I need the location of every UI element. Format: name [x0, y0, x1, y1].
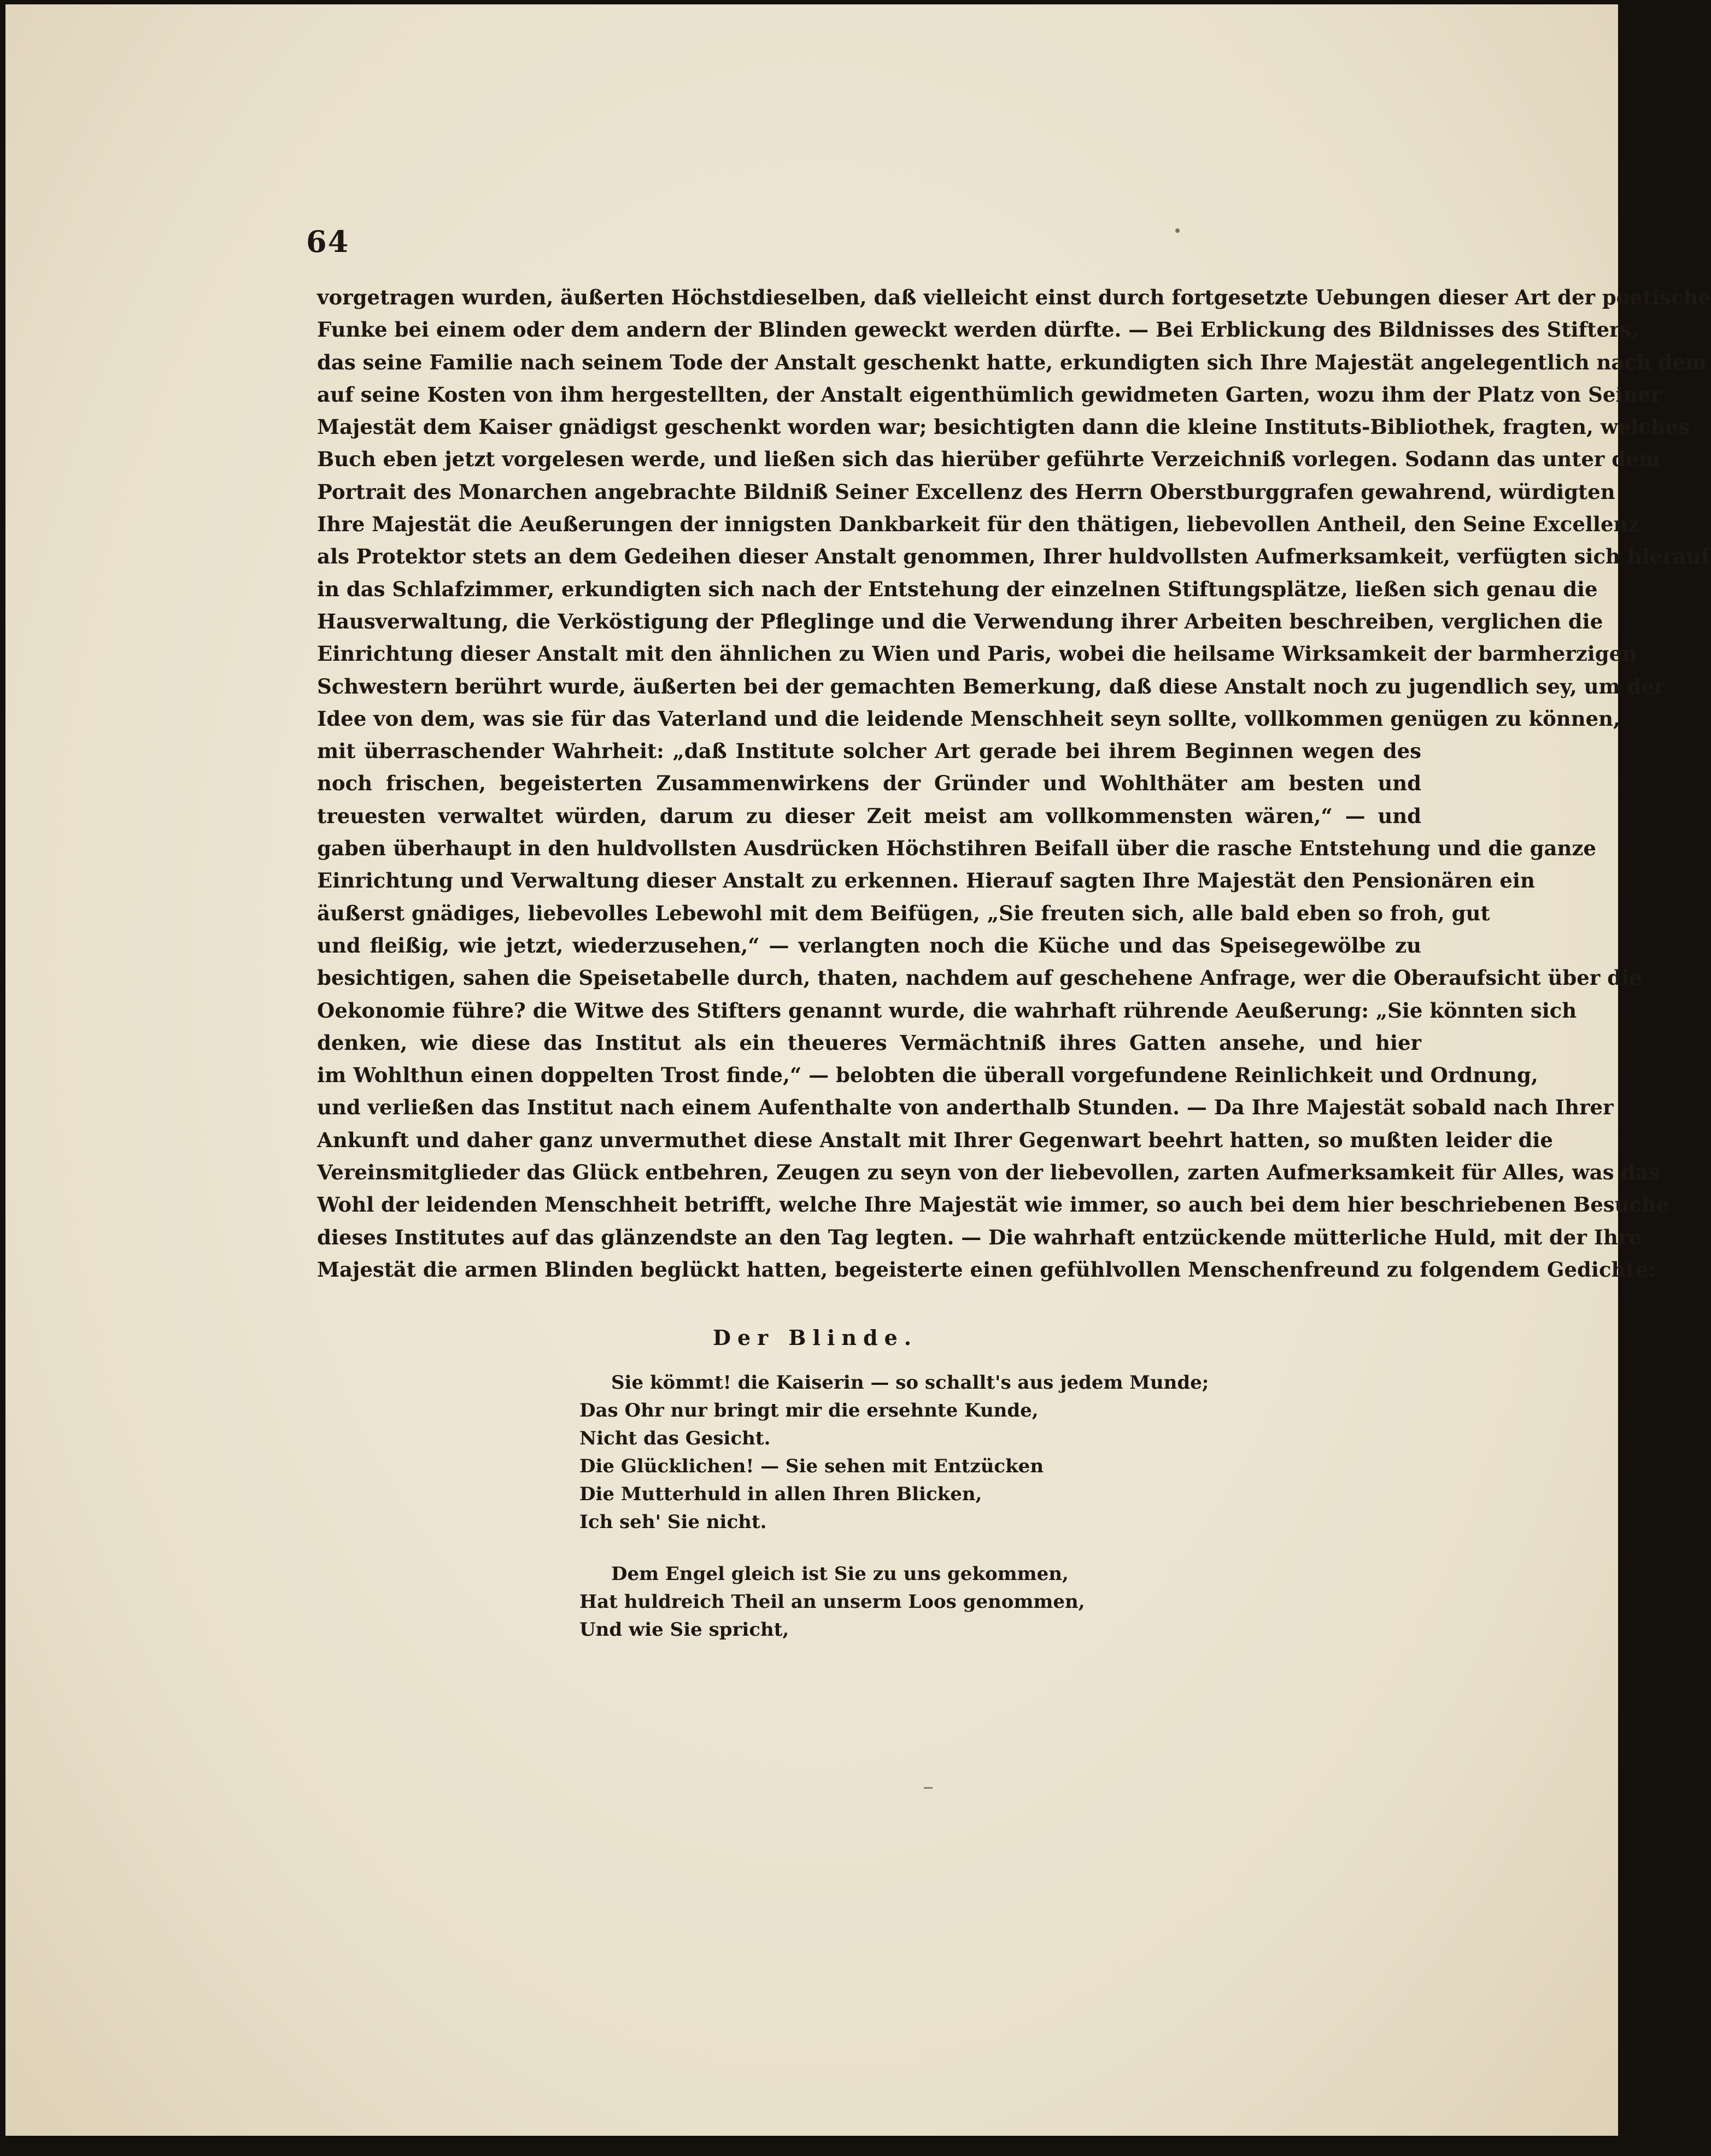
poem-line: Hat huldreich Theil an unserm Loos genommen,	[579, 1591, 1085, 1613]
ink-mark	[924, 1787, 933, 1789]
poem-line: Und wie Sie spricht,	[579, 1619, 789, 1641]
text-line: Buch eben jetzt vorgelesen werde, und ließen sich das hierüber geführte Verzeichniß vorlegen. Sodann das unter dem	[317, 447, 1660, 472]
text-line: besichtigen, sahen die Speisetabelle durch, thaten, nachdem auf geschehene Anfrage, wer die Oberaufsicht über die	[317, 966, 1642, 990]
text-line: das seine Familie nach seinem Tode der Anstalt geschenkt hatte, erkundigten sich Ihre Majestät angelegentlich nach dem	[317, 350, 1707, 374]
text-line: Majestät dem Kaiser gnädigst geschenkt worden war; besichtigten dann die kleine Instituts-Bibliothek, fragten, welches	[317, 415, 1690, 439]
text-line: Ankunft und daher ganz unvermuthet diese Anstalt mit Ihrer Gegenwart beehrt hatten, so mußten leider die	[317, 1127, 1553, 1152]
text-line: Portrait des Monarchen angebrachte Bildniß Seiner Excellenz des Herrn Oberstburggrafen gewahrend, würdigten	[317, 479, 1615, 504]
poem-line: Die Glücklichen! — Sie sehen mit Entzücken	[579, 1455, 1044, 1477]
text-line: als Protektor stets an dem Gedeihen dieser Anstalt genommen, Ihrer huldvollsten Aufmerksamkeit, verfügten sich hierauf	[317, 544, 1710, 569]
poem-stanza	[579, 1369, 1235, 1536]
text-line: noch frischen, begeisterten Zusammenwirkens der Gründer und Wohlthäter am besten und	[317, 771, 1421, 796]
text-line: gaben überhaupt in den huldvollsten Ausdrücken Höchstihren Beifall über die rasche Entstehung und die ganze	[317, 836, 1596, 861]
text-line: und verließen das Institut nach einem Aufenthalte von anderthalb Stunden. — Da Ihre Majestät sobald nach Ihrer	[317, 1095, 1614, 1120]
text-line: in das Schlafzimmer, erkundigten sich nach der Entstehung der einzelnen Stiftungsplätze, ließen sich genau die	[317, 577, 1598, 601]
ink-speck	[1175, 228, 1180, 233]
body-paragraph	[317, 281, 1711, 1286]
text-line: auf seine Kosten von ihm hergestellten, der Anstalt eigenthümlich gewidmeten Garten, wozu ihm der Platz von Seiner	[317, 382, 1662, 407]
text-line: Wohl der leidenden Menschheit betrifft, welche Ihre Majestät wie immer, so auch bei dem hier beschriebenen Besuche	[317, 1192, 1669, 1217]
poem-line: Dem Engel gleich ist Sie zu uns gekommen,	[611, 1563, 1069, 1585]
text-line: denken, wie diese das Institut als ein theueres Vermächtniß ihres Gatten ansehe, und hier	[317, 1030, 1421, 1055]
poem-line: Nicht das Gesicht.	[579, 1427, 771, 1449]
text-line: treuesten verwaltet würden, darum zu dieser Zeit meist am vollkommensten wären,“ — und	[317, 803, 1421, 828]
text-line: im Wohlthun einen doppelten Trost finde,“ — belobten die überall vorgefundene Reinlichkeit und Ordnung,	[317, 1063, 1538, 1088]
text-line: Idee von dem, was sie für das Vaterland und die leidende Menschheit seyn sollte, vollkommen genügen zu können,	[317, 706, 1620, 731]
text-line: vorgetragen wurden, äußerten Höchstdieselben, daß vielleicht einst durch fortgesetzte Uebungen dieser Art der poetische	[317, 285, 1711, 309]
text-line: Vereinsmitglieder das Glück entbehren, Zeugen zu seyn von der liebevollen, zarten Aufmerksamkeit für Alles, was das	[317, 1160, 1660, 1185]
text-line: Einrichtung und Verwaltung dieser Anstalt zu erkennen. Hierauf sagten Ihre Majestät den Pensionären ein	[317, 868, 1535, 893]
text-line: äußerst gnädiges, liebevolles Lebewohl mit dem Beifügen, „Sie freuten sich, alle bald eben so froh, gut	[317, 901, 1490, 925]
text-line: Einrichtung dieser Anstalt mit den ähnlichen zu Wien und Paris, wobei die heilsame Wirksamkeit der barmherzigen	[317, 642, 1637, 666]
text-line: mit überraschender Wahrheit: „daß Institute solcher Art gerade bei ihrem Beginnen wegen des	[317, 739, 1421, 763]
text-line: dieses Institutes auf das glänzendste an den Tag legten. — Die wahrhaft entzückende mütterliche Huld, mit der Ihre	[317, 1225, 1642, 1249]
poem-line: Ich seh' Sie nicht.	[579, 1511, 767, 1533]
poem-line: Sie kömmt! die Kaiserin — so schallt's aus jedem Munde;	[611, 1372, 1209, 1394]
poem-line: Das Ohr nur bringt mir die ersehnte Kunde,	[579, 1400, 1039, 1421]
text-line: Hausverwaltung, die Verköstigung der Pfleglinge und die Verwendung ihrer Arbeiten beschreiben, verglichen die	[317, 609, 1603, 633]
text-line: Funke bei einem oder dem andern der Blinden geweckt werden dürfte. — Bei Erblickung des Bildnisses des Stifters,	[317, 318, 1639, 342]
text-line: Oekonomie führe? die Witwe des Stifters genannt wurde, die wahrhaft rührende Aeußerung: „Sie könnten sich	[317, 998, 1577, 1023]
page-number: 64	[306, 224, 350, 259]
poem-line: Die Mutterhuld in allen Ihren Blicken,	[579, 1483, 982, 1505]
text-line: Majestät die armen Blinden beglückt hatten, begeisterte einen gefühlvollen Menschenfreund zu folgendem Gedichte:	[317, 1257, 1656, 1282]
text-line: Schwestern berührt wurde, äußerten bei der gemachten Bemerkung, daß diese Anstalt noch zu jugendlich sey, um der	[317, 674, 1665, 698]
poem-title: Der Blinde.	[713, 1325, 918, 1350]
text-line: Ihre Majestät die Aeußerungen der innigsten Dankbarkeit für den thätigen, liebevollen Antheil, den Seine Excellenz	[317, 512, 1640, 537]
text-line: und fleißig, wie jetzt, wiederzusehen,“ — verlangten noch die Küche und das Speisegewölbe zu	[317, 933, 1421, 957]
poem-stanza	[579, 1560, 1235, 1644]
